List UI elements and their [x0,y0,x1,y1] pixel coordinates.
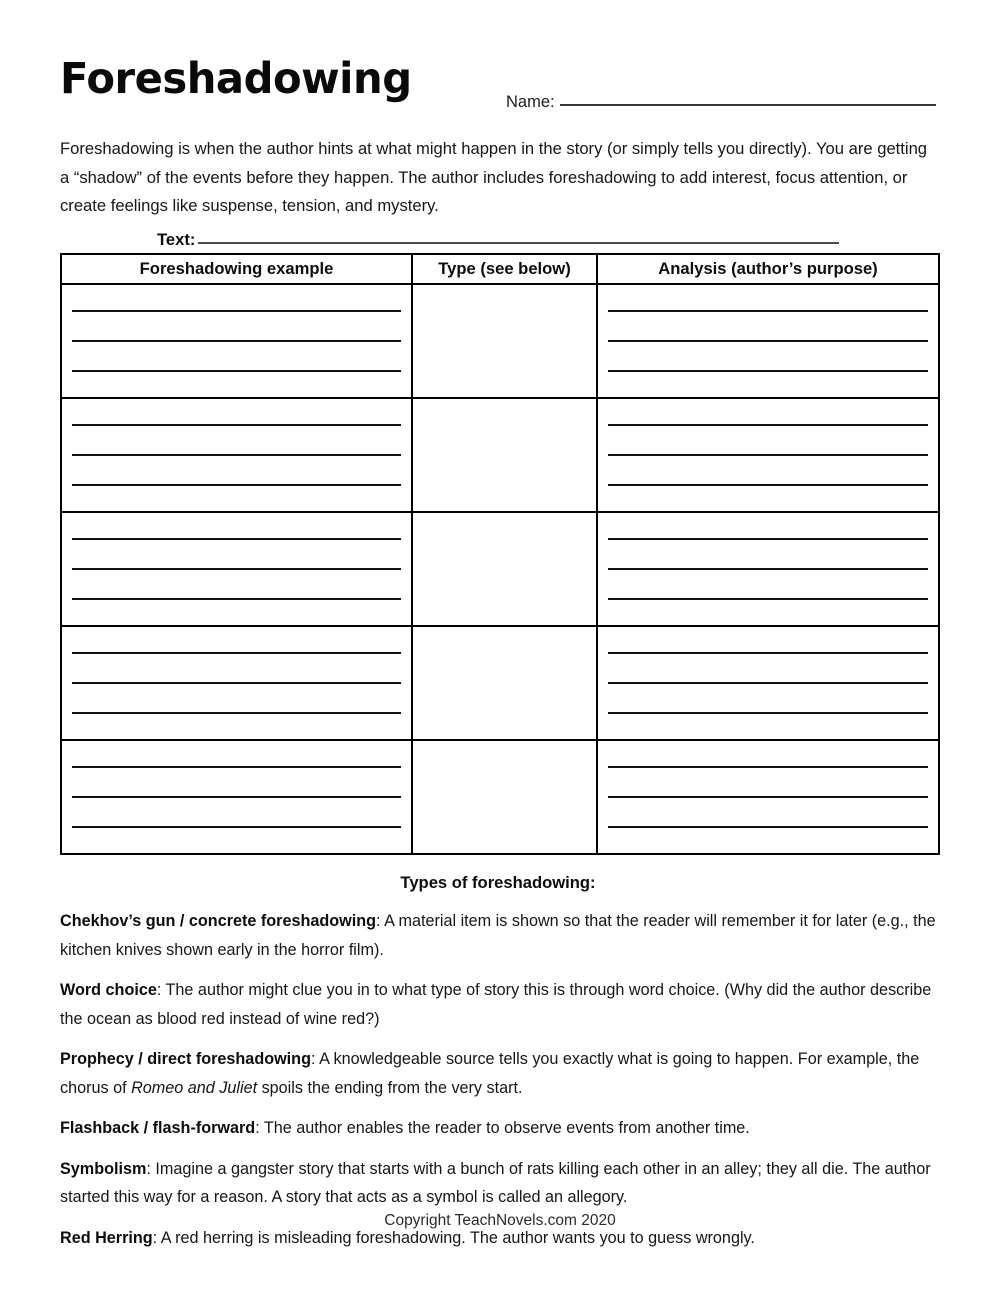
footer-copyright: Copyright TeachNovels.com 2020 [384,1212,616,1229]
cell-example[interactable] [61,512,412,626]
type-definition: : A knowledgeable source tells you exactly what is going to happen. For example, the chorus of [60,1050,920,1097]
table-body [61,284,939,854]
cell-analysis[interactable] [597,512,939,626]
write-in-line[interactable] [608,538,928,540]
write-in-line[interactable] [72,796,401,798]
write-in-line[interactable] [608,340,928,342]
type-definition-tail: spoils the ending from the very start. [257,1078,523,1097]
type-term: Red Herring [60,1228,153,1247]
name-write-in-line[interactable] [560,104,936,106]
table-row [61,512,939,626]
write-in-line[interactable] [72,568,401,570]
type-definition: : A material item is shown so that the reader will remember it for later (e.g., the kitchen knives shown early in the horror film). [60,912,936,959]
type-entry [60,907,938,964]
write-in-line[interactable] [72,340,401,342]
write-in-lines [608,285,928,397]
type-entry [60,1045,938,1102]
cell-type[interactable] [412,512,597,626]
cell-analysis[interactable] [597,626,939,740]
cell-example[interactable] [61,626,412,740]
write-in-line[interactable] [72,712,401,714]
write-in-lines [72,399,401,511]
type-entry [60,976,938,1033]
type-entry [60,1155,938,1212]
intro-paragraph: Foreshadowing is when the author hints at what might happen in the story (or simply tells you directly). You are getting a “shadow” of the events before they happen. The author includes foreshadowing to add interest, focus attention, or create feelings like suspense, tension, and mystery. [60,139,928,215]
write-in-line[interactable] [72,652,401,654]
column-header-analysis: Analysis (author’s purpose) [597,254,939,284]
name-field-label: Name: [506,93,555,111]
write-in-line[interactable] [608,712,928,714]
write-in-line[interactable] [72,484,401,486]
cell-analysis[interactable] [597,284,939,398]
cell-example[interactable] [61,740,412,854]
text-field-row [157,230,839,250]
type-term: Flashback / flash-forward [60,1119,256,1137]
write-in-line[interactable] [608,568,928,570]
type-term: Word choice [60,981,157,999]
column-header-example: Foreshadowing example [61,254,412,284]
type-term: Prophecy / direct foreshadowing [60,1050,311,1068]
write-in-lines [72,513,401,625]
table-header-row [61,254,939,284]
work-title: Romeo and Juliet [131,1078,258,1097]
type-definition: : Imagine a gangster story that starts with a bunch of rats killing each other in an alley; they all die. The author started this way for a reason. A story that acts as a symbol is called an allegory. [60,1159,931,1206]
cell-example[interactable] [61,284,412,398]
type-term: Chekhov’s gun / concrete foreshadowing [60,912,377,930]
write-in-line[interactable] [608,766,928,768]
write-in-line[interactable] [608,370,928,372]
type-definition: : The author enables the reader to observe events from another time. [255,1119,750,1137]
types-section-heading: Types of foreshadowing: [400,873,596,892]
write-in-line[interactable] [72,538,401,540]
write-in-line[interactable] [72,766,401,768]
write-in-line[interactable] [72,454,401,456]
write-in-line[interactable] [72,826,401,828]
cell-type[interactable] [412,398,597,512]
write-in-line[interactable] [608,424,928,426]
type-definition: : The author might clue you in to what type of story this is through word choice. (Why did the author describe the ocean as blood red instead of wine red?) [60,981,932,1028]
text-field-label: Text: [157,230,196,249]
write-in-line[interactable] [72,682,401,684]
write-in-line[interactable] [608,652,928,654]
write-in-lines [608,741,928,853]
page-header [60,52,936,118]
table-row [61,284,939,398]
name-field-row [506,92,936,112]
write-in-line[interactable] [72,424,401,426]
type-entry [60,1114,938,1143]
write-in-line[interactable] [608,598,928,600]
write-in-line[interactable] [608,826,928,828]
write-in-lines [72,285,401,397]
write-in-lines [608,513,928,625]
cell-analysis[interactable] [597,740,939,854]
write-in-lines [608,627,928,739]
write-in-line[interactable] [608,484,928,486]
table-row [61,398,939,512]
foreshadowing-table [60,253,940,855]
table-head [61,254,939,284]
cell-example[interactable] [61,398,412,512]
table-row [61,740,939,854]
write-in-lines [72,627,401,739]
cell-type[interactable] [412,626,597,740]
table-row [61,626,939,740]
write-in-lines [72,741,401,853]
type-definition: : A red herring is misleading foreshadowing. The author wants you to guess wrongly. [152,1228,755,1247]
column-header-type: Type (see below) [412,254,597,284]
types-list [60,907,938,1252]
text-write-in-line[interactable] [198,242,839,244]
page-title: Foreshadowing [60,54,412,104]
cell-analysis[interactable] [597,398,939,512]
type-term: Symbolism [60,1159,147,1178]
write-in-line[interactable] [608,682,928,684]
write-in-line[interactable] [72,310,401,312]
write-in-line[interactable] [72,370,401,372]
cell-type[interactable] [412,740,597,854]
write-in-line[interactable] [72,598,401,600]
write-in-lines [608,399,928,511]
cell-type[interactable] [412,284,597,398]
write-in-line[interactable] [608,796,928,798]
write-in-line[interactable] [608,310,928,312]
write-in-line[interactable] [608,454,928,456]
